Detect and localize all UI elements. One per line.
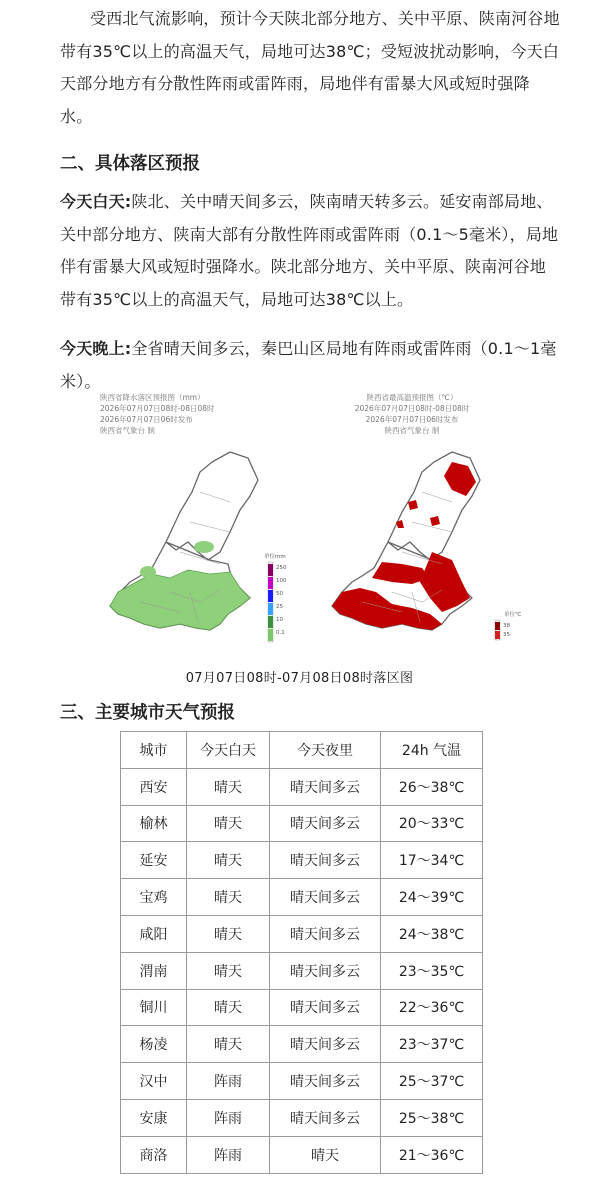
city-name: 宝鸡 [121,879,187,916]
city-name: 西安 [121,768,187,805]
city-name: 渭南 [121,952,187,989]
daytime-weather: 晴天 [187,805,270,842]
table-row [121,768,483,805]
table-row [121,805,483,842]
daytime-text: 陕北、关中晴天间多云，陕南晴天转多云。延安南部局地、关中部分地方、陕南大部有分散性阵雨或雷阵雨（0.1～5毫米），局地伴有雷暴大风或短时强降水。陕北部分地方、关中平原、陕南河谷地带有35℃以上的高温天气，局地可达38℃以上。 [60,192,559,309]
section-heading-area-forecast: 二、具体落区预报 [60,154,200,174]
intro-paragraph: 受西北气流影响，预计今天陕北部分地方、关中平原、陕南河谷地带有35℃以上的高温天气，局地可达38℃；受短波扰动影响，今天白天部分地方有分散性阵雨或雷阵雨，局地伴有雷暴大风或短时强降水。 [60,9,560,126]
table-header-row [121,732,483,769]
legend-swatch [268,603,273,615]
night-weather: 晴天间多云 [270,989,381,1026]
rain-area-south [110,570,250,630]
night-label: 今天晚上: [60,339,132,358]
city-name: 商洛 [121,1136,187,1173]
legend-swatch [495,631,500,639]
map-caption: 07月07日08时-07月08日08时落区图 [185,671,414,686]
legend-label: 35 [503,632,510,638]
night-weather: 晴天间多云 [270,915,381,952]
table-row [121,1063,483,1100]
rain-area-west [140,566,156,578]
temperature-range: 20～33℃ [381,805,483,842]
daytime-weather: 晴天 [187,768,270,805]
temperature-range: 23～37℃ [381,1026,483,1063]
night-text: 全省晴天间多云，秦巴山区局地有阵雨或雷阵雨（0.1～1毫米）。 [60,339,557,391]
header-tonight: 今天夜里 [270,732,381,769]
table-row [121,1026,483,1063]
table-row [121,879,483,916]
night-weather: 晴天间多云 [270,768,381,805]
daytime-weather: 阵雨 [187,1136,270,1173]
daytime-weather: 阵雨 [187,1099,270,1136]
daytime-weather: 晴天 [187,989,270,1026]
header-24h-temp: 24h 气温 [381,732,483,769]
max-temperature-map [312,392,567,657]
header-city: 城市 [121,732,187,769]
daytime-label: 今天白天: [60,192,132,211]
city-name: 铜川 [121,989,187,1026]
max-temperature-legend-unit: 单位℃ [504,612,522,618]
night-weather: 晴天间多云 [270,1063,381,1100]
legend-label: 100 [276,578,287,584]
legend-label: 250 [276,565,287,571]
daytime-weather: 晴天 [187,915,270,952]
night-weather: 晴天间多云 [270,805,381,842]
precipitation-map-graphic [80,392,335,657]
night-weather: 晴天间多云 [270,842,381,879]
precipitation-legend-unit: 单位mm [264,554,286,560]
night-weather: 晴天间多云 [270,879,381,916]
legend-label: 38 [503,623,510,629]
city-name: 咸阳 [121,915,187,952]
table-row [121,1099,483,1136]
city-forecast-table [120,731,483,1174]
legend-label: 0.1 [276,630,285,636]
legend-label: 10 [276,617,283,623]
temperature-range: 22～36℃ [381,989,483,1026]
legend-label: 25 [276,604,283,610]
table-row [121,1136,483,1173]
city-name: 杨凌 [121,1026,187,1063]
night-weather: 晴天间多云 [270,1026,381,1063]
legend-label: 50 [276,591,283,597]
section-heading-city-forecast: 三、主要城市天气预报 [60,703,235,723]
legend-swatch [268,590,273,602]
header-today-day: 今天白天 [187,732,270,769]
legend-swatch [268,629,273,641]
temperature-range: 24～38℃ [381,915,483,952]
daytime-weather: 晴天 [187,1026,270,1063]
city-name: 安康 [121,1099,187,1136]
temperature-range: 21～36℃ [381,1136,483,1173]
legend-swatch [268,577,273,589]
legend-swatch [268,616,273,628]
daytime-weather: 晴天 [187,879,270,916]
daytime-weather: 晴天 [187,952,270,989]
max-temperature-map-graphic [312,392,567,657]
daytime-weather: 晴天 [187,842,270,879]
night-forecast [60,333,560,398]
night-weather: 晴天间多云 [270,952,381,989]
city-name: 榆林 [121,805,187,842]
table-row [121,952,483,989]
temperature-range: 23～35℃ [381,952,483,989]
table-row [121,915,483,952]
table-row [121,989,483,1026]
temperature-range: 26～38℃ [381,768,483,805]
temperature-range: 24～39℃ [381,879,483,916]
rain-area-north [194,541,214,553]
daytime-weather: 阵雨 [187,1063,270,1100]
legend-swatch [495,622,500,630]
night-weather: 晴天间多云 [270,1099,381,1136]
city-name: 延安 [121,842,187,879]
daytime-forecast [60,186,560,316]
temperature-range: 25～38℃ [381,1099,483,1136]
max-temperature-map-title: 陕西省最高温预报图（℃） 2026年07月07日08时-08日08时 2026年07月07日06时发布 陕西省气象台 制 [354,393,470,435]
precipitation-map [80,392,335,657]
temperature-range: 17～34℃ [381,842,483,879]
table-row [121,842,483,879]
night-weather: 晴天 [270,1136,381,1173]
city-name: 汉中 [121,1063,187,1100]
temperature-range: 25～37℃ [381,1063,483,1100]
legend-swatch [268,564,273,576]
precipitation-map-title: 陕西省降水落区预报图（mm） 2026年07月07日08时-08日08时 2026年07月07日06时发布 陕西省气象台 制 [100,393,215,435]
